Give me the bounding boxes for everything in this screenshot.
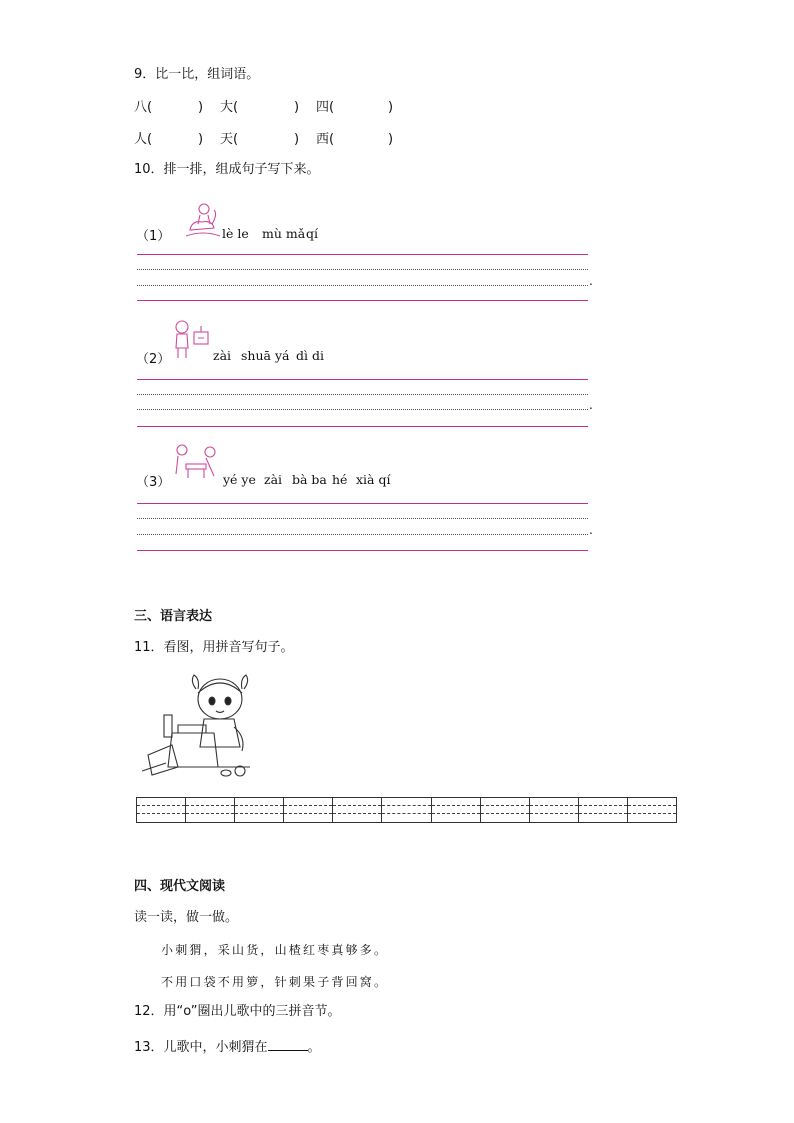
pinyin-word: zài [213,348,232,363]
grid-cell[interactable] [628,797,677,823]
word-box-xi-close: ) [388,132,394,147]
writing-line-bottom [137,426,588,427]
writing-line-mid [137,269,588,270]
grid-cell[interactable] [481,797,530,823]
pinyin-word: yé ye [223,472,256,487]
pinyin-word: shuā yá [241,348,290,363]
writing-line-mid [137,409,588,410]
q11-title: 11．看图，用拼音写句子。 [134,640,294,655]
line-period: . [589,398,593,412]
grid-cell[interactable] [284,797,333,823]
grid-cell[interactable] [432,797,481,823]
pinyin-word: zài [264,472,283,487]
pinyin-row-1 [222,226,318,241]
pinyin-row-3 [223,472,390,487]
writing-line-bottom [137,300,588,301]
grid-cell[interactable] [186,797,235,823]
grid-cell[interactable] [137,797,186,823]
poem-line-1: 小刺猬，采山货，山楂红枣真够多。 [161,943,389,957]
writing-line-top [137,503,588,504]
writing-line-mid [137,518,588,519]
word-box-xi: 西( [316,132,335,147]
word-box-da: 大( [220,100,239,115]
playing-chess-illustration [172,442,222,482]
writing-line-mid [137,534,588,535]
poem-line-2: 不用口袋不用箩，针刺果子背回窝。 [161,975,389,989]
grid-cell[interactable] [382,797,431,823]
pinyin-word: hé [332,472,348,487]
word-box-tian: 天( [220,132,239,147]
word-box-tian-close: ) [294,132,300,147]
pinyin-writing-grid[interactable] [136,797,677,823]
word-box-ren-close: ) [198,132,204,147]
line-period: . [589,523,593,537]
item-number-3: （3） [136,475,171,490]
answer-blank[interactable] [268,1037,308,1051]
q12-text: 12．用“o”圈出儿歌中的三拼音节。 [134,1004,341,1019]
q10-title: 10．排一排，组成句子写下来。 [134,162,320,177]
pinyin-word: lè le [222,226,249,241]
line-period: . [589,274,593,288]
brushing-teeth-illustration [172,318,212,360]
rocking-horse-illustration [182,200,224,240]
writing-line-top [137,254,588,255]
section-4-title: 四、现代文阅读 [134,879,226,894]
q9-title: 9．比一比，组词语。 [134,67,260,82]
writing-line-mid [137,285,588,286]
q13-text [134,1037,321,1056]
writing-line-top [137,379,588,380]
word-box-ba: 八( [134,100,153,115]
pinyin-row-2 [213,348,324,363]
pinyin-word: mù mǎ [262,226,306,241]
item-number-1: （1） [136,229,171,244]
q13-prefix: 13．儿歌中，小刺猬在 [134,1040,268,1055]
grid-cell[interactable] [333,797,382,823]
pinyin-word: bà ba [292,472,327,487]
word-box-ren: 人( [134,132,153,147]
pinyin-word: xià qí [356,472,391,487]
pinyin-word: dì di [296,348,324,363]
pinyin-word: qí [306,226,318,241]
grid-cell[interactable] [235,797,284,823]
word-box-si: 四( [316,100,335,115]
word-box-ba-close: ) [198,100,204,115]
word-box-da-close: ) [294,100,300,115]
girl-packing-schoolbag-illustration [138,671,263,781]
writing-line-mid [137,394,588,395]
item-number-2: （2） [136,352,171,367]
q13-suffix: 。 [307,1040,321,1055]
writing-line-bottom [137,550,588,551]
word-box-si-close: ) [388,100,394,115]
grid-cell[interactable] [579,797,628,823]
grid-cell[interactable] [530,797,579,823]
section-3-title: 三、语言表达 [134,609,213,624]
reading-intro: 读一读，做一做。 [134,910,239,925]
